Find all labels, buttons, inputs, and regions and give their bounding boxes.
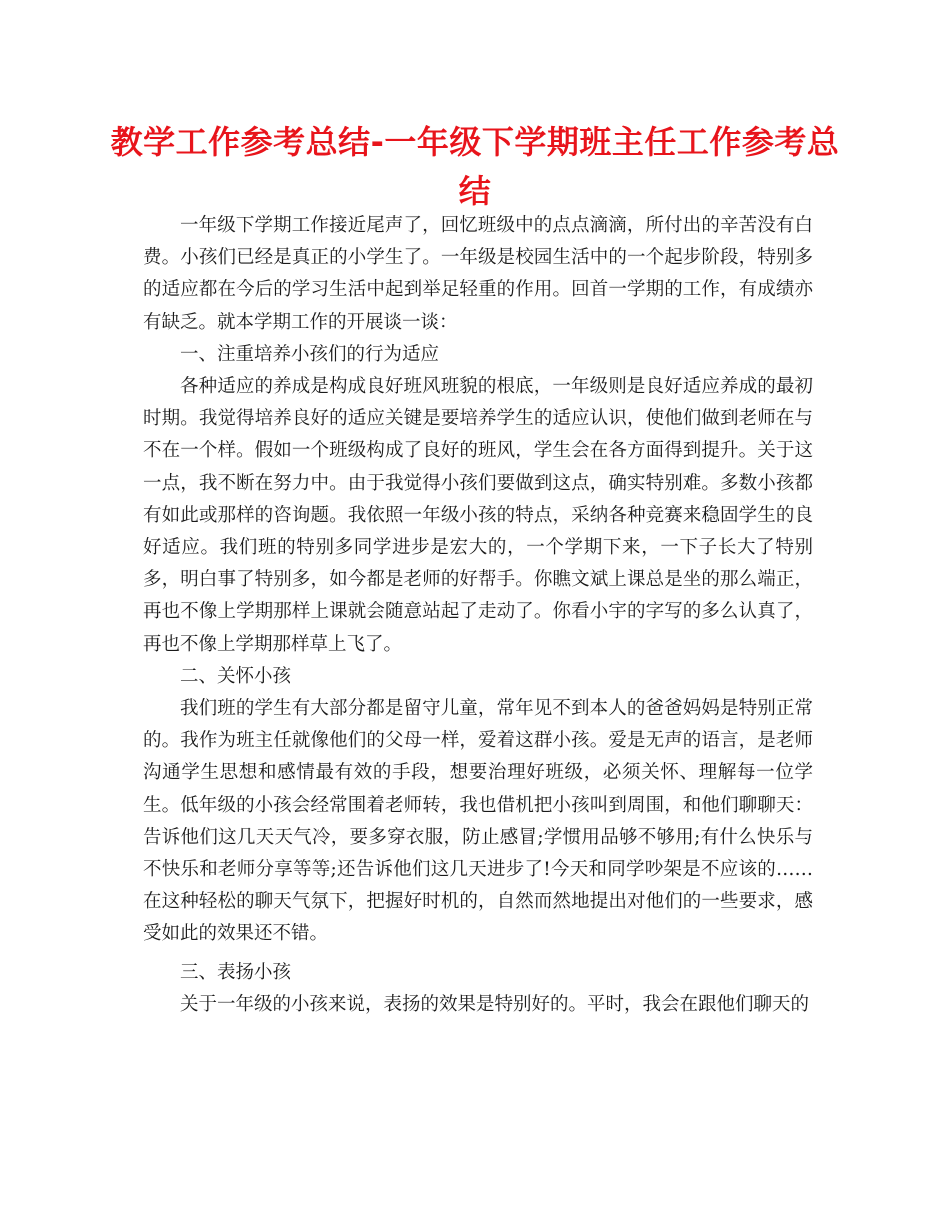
section-2-paragraph: 我们班的学生有大部分都是留守儿童，常年见不到本人的爸爸妈妈是特别正常的。我作为班主任就像他们的父母一样，爱着这群小孩。爱是无声的语言，是老师沟通学生思想和感情最有效的手段，想要治理好班级，必须关怀、理解每一位学生。低年级的小孩会经常围着老师转，我也借机把小孩叫到周围，和他们聊聊天：告诉他们这几天天气冷，要多穿衣服，防止感冒;学惯用品够不够用;有什么快乐与不快乐和老师分享等等;还告诉他们这几天进步了!今天和同学吵架是不应该的……在这种轻松的聊天气氛下，把握好时机的，自然而然地提出对他们的一些要求，感受如此的效果还不错。 bbox=[143, 698, 813, 945]
section-heading-2: 二、关怀小孩 bbox=[180, 665, 292, 687]
section-heading-3: 三、表扬小孩 bbox=[180, 961, 292, 983]
document-title: 教学工作参考总结-一年级下学期班主任工作参考总结 bbox=[110, 123, 840, 210]
section-3-paragraph: 关于一年级的小孩来说，表扬的效果是特别好的。平时，我会在跟他们聊天的 bbox=[180, 993, 810, 1015]
section-heading-1: 一、注重培养小孩们的行为适应 bbox=[180, 343, 440, 365]
document-body bbox=[143, 210, 813, 1021]
intro-paragraph: 一年级下学期工作接近尾声了，回忆班级中的点点滴滴，所付出的辛苦没有白费。小孩们已经是真正的小学生了。一年级是校园生活中的一个起步阶段，特别多的适应都在今后的学习生活中起到举足轻重的作用。回首一学期的工作，有成绩亦有缺乏。就本学期工作的开展谈一谈： bbox=[143, 215, 813, 333]
section-1-paragraph: 各种适应的养成是构成良好班风班貌的根底，一年级则是良好适应养成的最初时期。我觉得培养良好的适应关键是要培养学生的适应认识，使他们做到老师在与不在一个样。假如一个班级构成了良好的班风，学生会在各方面得到提升。关于这一点，我不断在努力中。由于我觉得小孩们要做到这点，确实特别难。多数小孩都有如此或那样的咨询题。我依照一年级小孩的特点，采纳各种竞赛来稳固学生的良好适应。我们班的特别多同学进步是宏大的，一个学期下来，一下子长大了特别多，明白事了特别多，如今都是老师的好帮手。你瞧文斌上课总是坐的那么端正，再也不像上学期那样上课就会随意站起了走动了。你看小宇的字写的多么认真了，再也不像上学期那样草上飞了。 bbox=[143, 376, 813, 655]
